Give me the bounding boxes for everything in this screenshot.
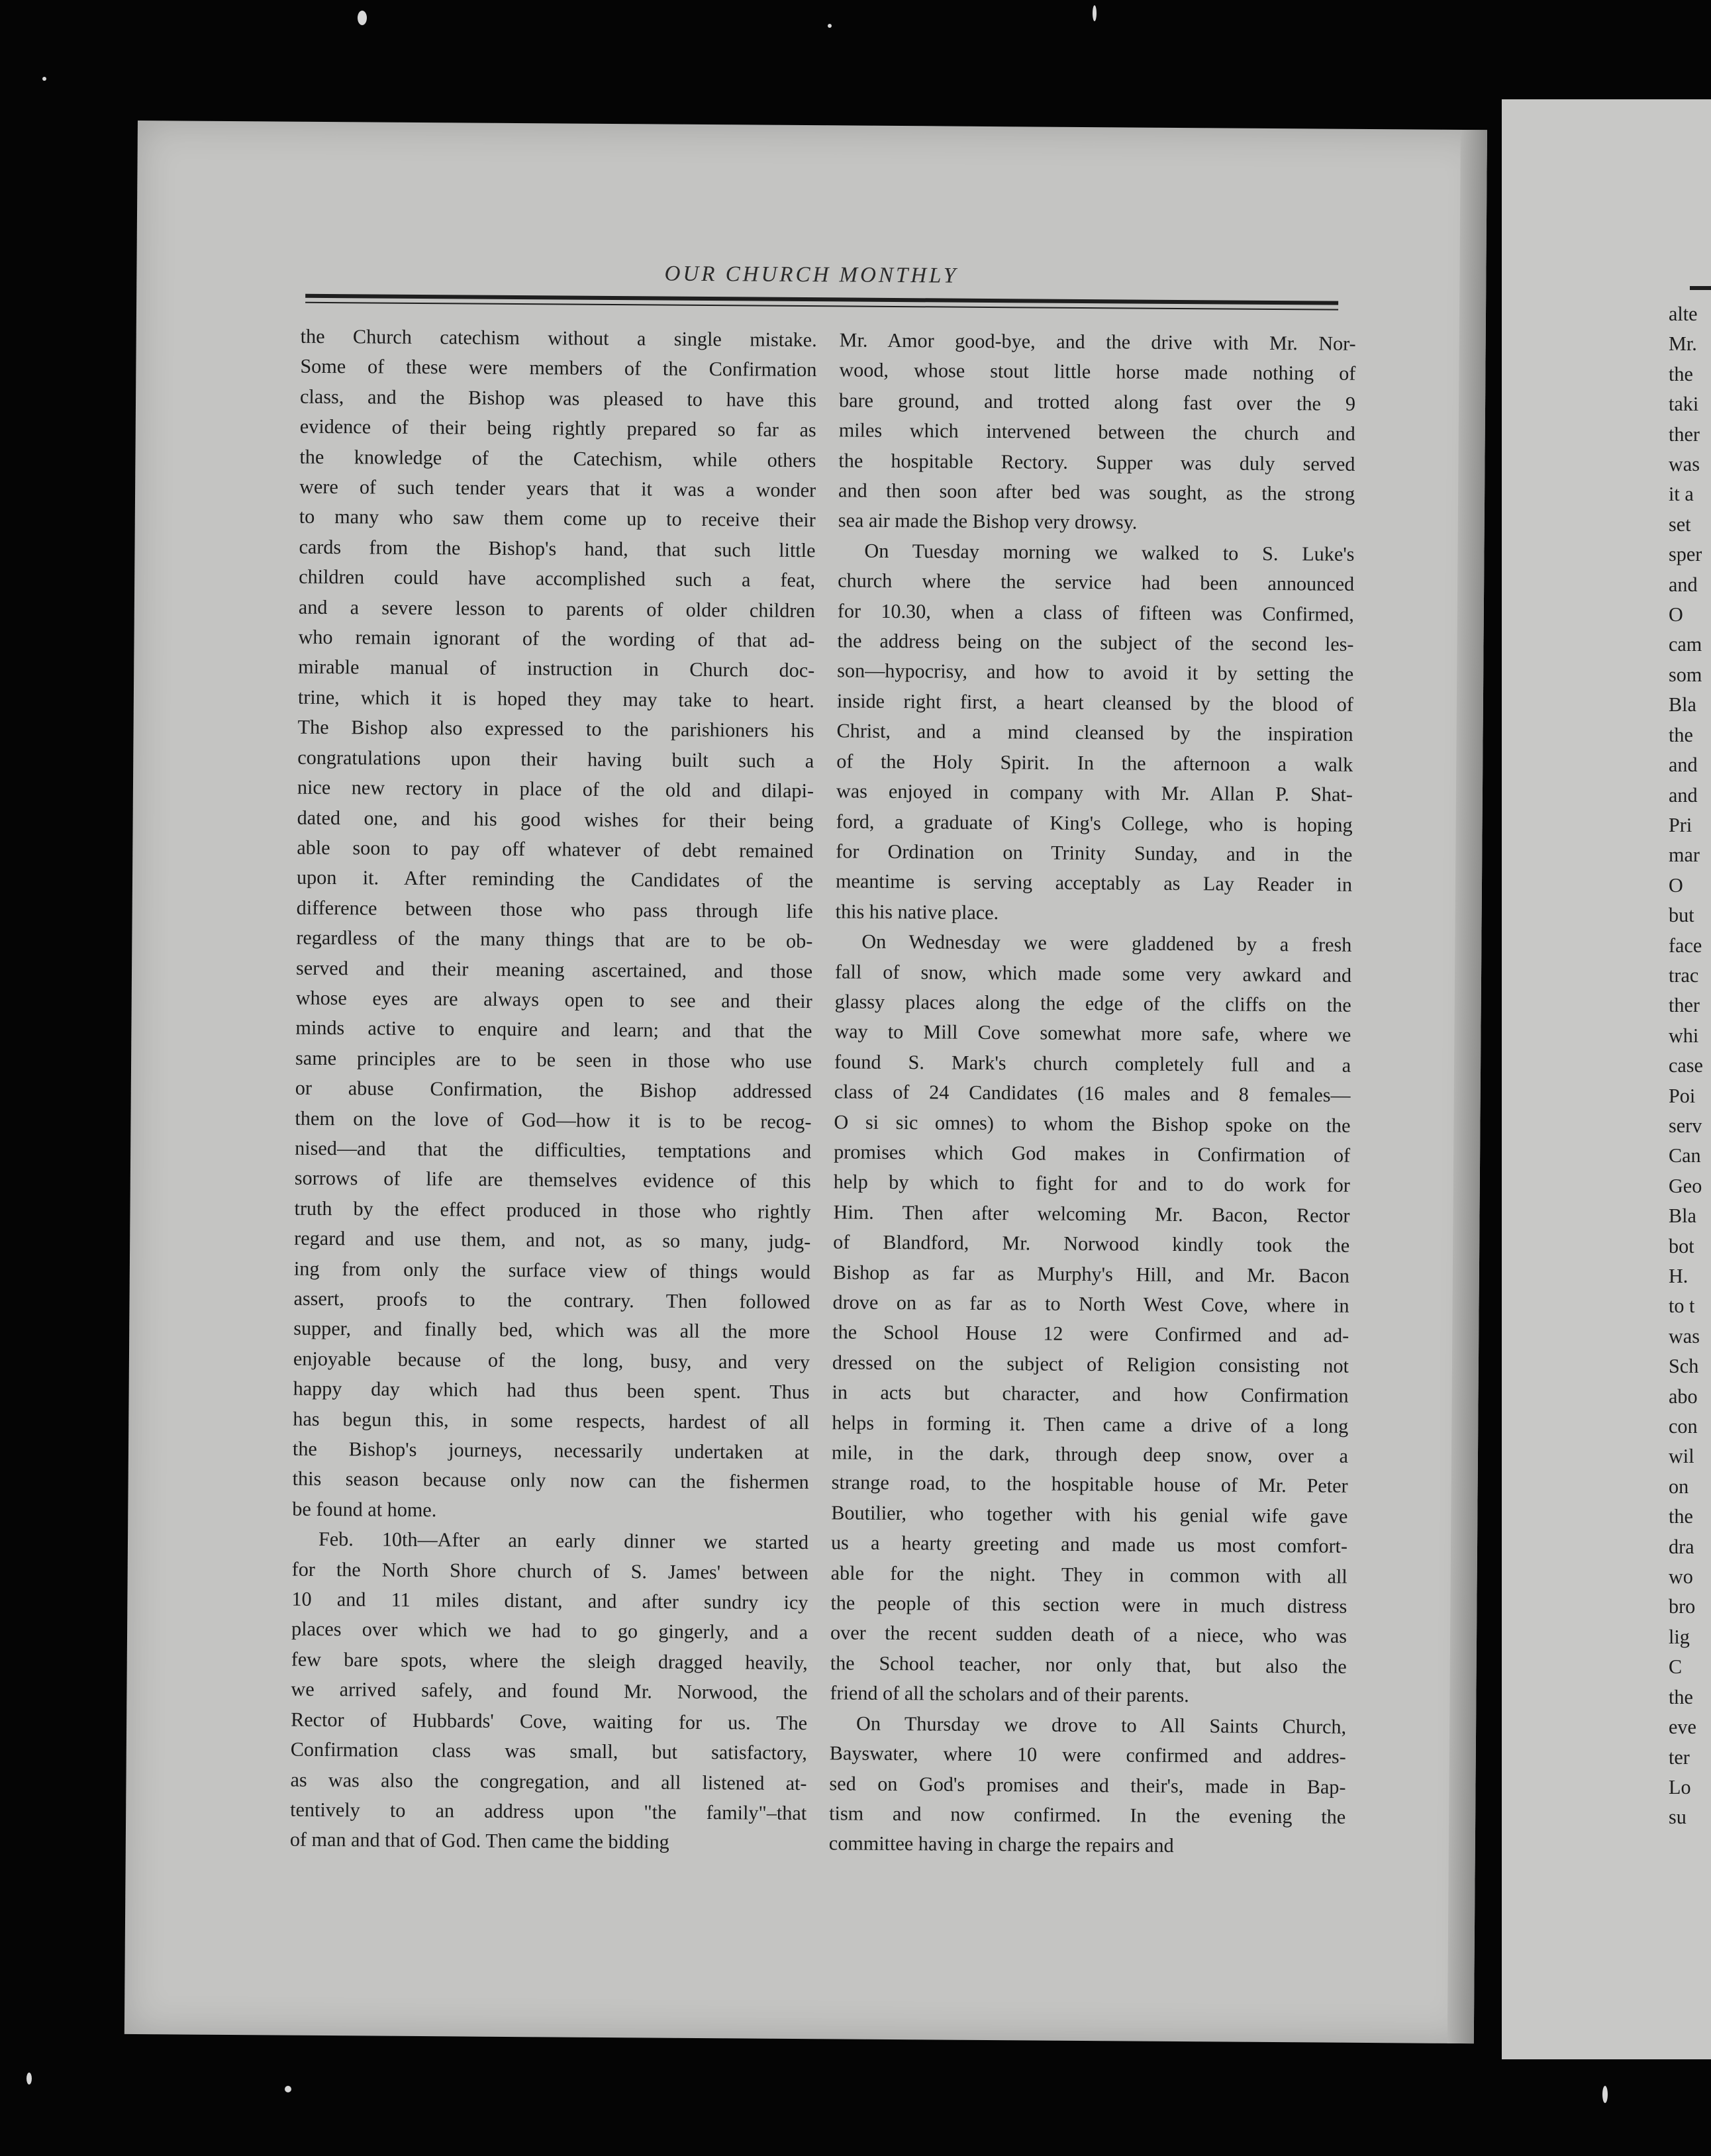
adjacent-page-line: Sch <box>1669 1355 1699 1378</box>
adjacent-page-line: was <box>1669 453 1700 476</box>
adjacent-page-line: lig <box>1669 1625 1690 1648</box>
magazine-page <box>124 121 1487 2043</box>
text-line: served and their meaning ascertained, and those <box>295 956 813 983</box>
text-line: same principles are to be seen in those who use <box>295 1046 812 1073</box>
text-line: nice new rectory in place of the old and dilapi- <box>297 775 814 803</box>
adjacent-page-line: ther <box>1669 994 1700 1017</box>
text-line: of the Holy Spirit. In the afternoon a walk <box>836 750 1353 776</box>
text-line: bare ground, and trotted along fast over the 9 <box>838 389 1356 415</box>
adjacent-page-line: case <box>1669 1054 1703 1077</box>
text-line: The Bishop also expressed to the parishioners his <box>297 715 814 742</box>
text-line: Boutilier, who together with his genial wife gave <box>831 1501 1348 1528</box>
adjacent-page-line: and <box>1669 754 1698 777</box>
text-line: enjoyable because of the long, busy, and very <box>293 1347 810 1373</box>
text-line: mile, in the dark, through deep snow, over a <box>831 1441 1349 1467</box>
text-line: mirable manual of instruction in Church doc- <box>298 656 815 682</box>
text-line: for Ordination on Trinity Sunday, and in the <box>836 840 1353 866</box>
adjacent-page-line: the <box>1669 362 1693 385</box>
text-line: for the North Shore church of S. James' between <box>291 1557 808 1584</box>
text-line: On Wednesday we were gladdened by a fresh <box>861 930 1352 956</box>
text-line: the School House 12 were Confirmed and ad- <box>832 1320 1349 1348</box>
adjacent-page-line: Geo <box>1669 1174 1702 1197</box>
text-line: miles which intervened between the church and <box>838 418 1355 446</box>
text-line: trine, which it is hoped they may take to heart. <box>297 685 815 712</box>
adjacent-page-line: O <box>1669 603 1683 626</box>
adjacent-page-line: on <box>1669 1475 1689 1498</box>
text-line: and a severe lesson to parents of older children <box>298 595 815 622</box>
adjacent-page-line: C <box>1669 1655 1683 1679</box>
text-line: few bare spots, where the sleigh dragged heavily, <box>291 1647 808 1674</box>
text-line: glassy places along the edge of the cliffs on the <box>834 990 1351 1016</box>
adjacent-page-line: Can <box>1669 1144 1701 1167</box>
text-line: to many who saw them come up to receive their <box>299 505 816 532</box>
text-line: happy day which had thus been spent. Thus <box>293 1377 810 1404</box>
adjacent-page-line: ter <box>1669 1745 1690 1769</box>
text-line: able for the night. They in common with all <box>830 1561 1347 1588</box>
text-line: able soon to pay off whatever of debt remained <box>297 836 814 863</box>
adjacent-page-line: wo <box>1669 1565 1693 1589</box>
adjacent-page-line: mar <box>1669 844 1700 867</box>
scan-speck <box>42 77 46 81</box>
adjacent-page-line: Poi <box>1669 1084 1696 1107</box>
text-line: sed on God's promises and their's, made in Bap- <box>829 1771 1346 1798</box>
scan-speck <box>285 2086 291 2092</box>
text-line: was enjoyed in company with Mr. Allan P. Shat- <box>836 779 1353 806</box>
text-line: upon it. After reminding the Candidates of the <box>296 866 814 893</box>
text-line: of man and that of God. Then came the bidding <box>289 1828 669 1853</box>
text-line: congratulations upon their having built such a <box>297 746 814 772</box>
text-line: who remain ignorant of the wording of that ad- <box>298 625 815 652</box>
adjacent-page-line: con <box>1669 1415 1698 1438</box>
text-line: inside right first, a heart cleansed by the blood of <box>836 689 1354 716</box>
adjacent-page-line: but <box>1669 904 1694 927</box>
text-line: us a hearty greeting and made us most comfort- <box>830 1531 1348 1558</box>
text-line: wood, whose stout little horse made nothing of <box>839 358 1356 385</box>
text-line: Bayswater, where 10 were confirmed and addres- <box>829 1741 1346 1768</box>
adjacent-page-line: Pri <box>1669 813 1692 836</box>
adjacent-page-line: ther <box>1669 422 1700 446</box>
text-line: Some of these were members of the Confirmation <box>300 355 817 381</box>
adjacent-page-line: it a <box>1669 483 1694 506</box>
adjacent-page-line: Lo <box>1669 1775 1691 1798</box>
text-line: Rector of Hubbards' Cove, waiting for us. The <box>291 1708 808 1734</box>
text-line: for 10.30, when a class of fifteen was Confirmed, <box>837 599 1354 626</box>
text-line: Christ, and a mind cleansed by the inspiration <box>836 719 1353 746</box>
text-line: the hospitable Rectory. Supper was duly served <box>838 449 1355 475</box>
text-line: promises which God makes in Confirmation of <box>834 1140 1351 1167</box>
text-line: minds active to enquire and learn; and that the <box>295 1016 812 1043</box>
text-line: were of such tender years that it was a wonder <box>299 475 816 502</box>
adjacent-page-line: H. <box>1669 1265 1688 1287</box>
adjacent-page-line: O <box>1669 873 1683 897</box>
adjacent-page-text <box>1669 299 1711 1833</box>
text-line: meantime is serving acceptably as Lay Reader in <box>835 869 1353 897</box>
running-title: OUR CHURCH MONTHLY <box>664 262 959 288</box>
adjacent-page-line: dra <box>1669 1535 1694 1558</box>
text-line: cards from the Bishop's hand, that such little <box>299 535 816 562</box>
adjacent-page-line: the <box>1669 1505 1693 1528</box>
adjacent-page-line: som <box>1669 663 1702 686</box>
text-line: the Bishop's journeys, necessarily undertaken at <box>292 1437 810 1464</box>
text-line: tentively to an address upon "the family"–that <box>290 1798 807 1825</box>
adjacent-page-line: was <box>1669 1324 1700 1348</box>
text-line: the School teacher, nor only that, but also the <box>830 1651 1347 1678</box>
text-line: of Blandford, Mr. Norwood kindly took the <box>833 1230 1350 1257</box>
adjacent-page-line: face <box>1669 934 1702 957</box>
text-line: On Thursday we drove to All Saints Church, <box>856 1712 1347 1738</box>
scan-speck <box>358 11 367 25</box>
adjacent-page-line: whi <box>1669 1024 1699 1047</box>
text-line: 10 and 11 miles distant, and after sundry icy <box>291 1587 808 1614</box>
text-line: son—hypocrisy, and how to avoid it by setting the <box>837 659 1354 686</box>
text-line: strange road, to the hospitable house of Mr. Peter <box>831 1471 1348 1498</box>
text-line: helps in forming it. Then came a drive of a long <box>832 1410 1349 1438</box>
adjacent-page-line: sper <box>1669 543 1702 566</box>
adjacent-page-line: the <box>1669 1685 1693 1708</box>
text-line: the address being on the subject of the second les- <box>837 629 1354 656</box>
text-line: them on the love of God—how it is to be recog- <box>295 1106 812 1133</box>
adjacent-page-line: trac <box>1669 963 1699 987</box>
text-line: sorrows of life are themselves evidence of this <box>294 1167 811 1193</box>
adjacent-page-line: to t <box>1669 1295 1695 1318</box>
text-line: Mr. Amor good-bye, and the drive with Mr. Nor- <box>839 328 1356 355</box>
text-line: class of 24 Candidates (16 males and 8 females— <box>834 1080 1351 1106</box>
text-line: the knowledge of the Catechism, while others <box>299 445 816 471</box>
adjacent-page-line: and <box>1669 573 1698 596</box>
text-line: On Tuesday morning we walked to S. Luke's <box>864 539 1355 565</box>
text-line: O si sic omnes) to whom the Bishop spoke on the <box>834 1110 1351 1137</box>
adjacent-page-line: bot <box>1669 1234 1694 1257</box>
scan-speck <box>1602 2086 1608 2103</box>
adjacent-page-line: Bla <box>1669 693 1696 716</box>
text-line: church where the service had been announced <box>838 569 1355 596</box>
text-line: Bishop as far as Murphy's Hill, and Mr. Bacon <box>832 1260 1349 1287</box>
text-line: Feb. 10th—After an early dinner we started <box>318 1528 809 1554</box>
text-line: in acts but character, and how Confirmation <box>832 1381 1349 1408</box>
text-line: truth by the effect produced in those who rightly <box>294 1197 811 1223</box>
text-line: dated one, and his good wishes for their being <box>297 806 814 832</box>
right-text-column <box>829 325 1356 1862</box>
scan-speck <box>26 2073 32 2084</box>
adjacent-page-line: set <box>1669 513 1691 536</box>
adjacent-page-line: alte <box>1669 303 1698 325</box>
text-line: ford, a graduate of King's College, who is hoping <box>836 809 1353 836</box>
text-line: as was also the congregation, and all listened at- <box>290 1768 807 1794</box>
adjacent-page-line: bro <box>1669 1595 1696 1618</box>
text-line: this his native place. <box>835 900 999 924</box>
text-line: whose eyes are always open to see and their <box>295 986 812 1013</box>
text-line: way to Mill Cove somewhat more safe, where we <box>834 1020 1351 1047</box>
page-edge-shadow <box>1447 130 1487 2043</box>
adjacent-page-line: wil <box>1669 1445 1694 1468</box>
text-line: evidence of their being rightly prepared so far as <box>299 415 816 442</box>
adjacent-page-line: eve <box>1669 1716 1696 1739</box>
text-line: or abuse Confirmation, the Bishop addressed <box>295 1076 812 1103</box>
text-line: difference between those who pass through life <box>296 896 813 922</box>
text-line: and then soon after bed was sought, as the strong <box>838 479 1355 505</box>
scan-speck <box>828 24 832 28</box>
text-line: the Church catechism without a single mistake. <box>300 324 817 352</box>
text-line: ing from only the surface view of things would <box>293 1257 811 1283</box>
adjacent-page-line: serv <box>1669 1114 1702 1137</box>
text-line: regard and use them, and not, as so many, judg- <box>294 1226 811 1253</box>
text-line: fall of snow, which made some very awkard and <box>834 959 1352 987</box>
text-line: regardless of the many things that are to be ob- <box>296 926 813 953</box>
adjacent-page-line: taki <box>1669 393 1699 416</box>
adjacent-page-rule <box>1690 286 1711 290</box>
adjacent-page-line: Mr. <box>1669 332 1697 356</box>
text-line: supper, and finally bed, which was all the more <box>293 1317 810 1344</box>
text-line: the people of this section were in much distress <box>830 1591 1347 1618</box>
left-text-column <box>290 322 817 1859</box>
adjacent-page-line: abo <box>1669 1385 1698 1408</box>
text-line: we arrived safely, and found Mr. Norwood, the <box>291 1677 808 1704</box>
adjacent-page-line: Bla <box>1669 1204 1696 1228</box>
text-line: class, and the Bishop was pleased to have this <box>299 385 817 411</box>
text-line: assert, proofs to the contrary. Then followed <box>293 1287 810 1314</box>
text-line: sea air made the Bishop very drowsy. <box>838 509 1138 534</box>
text-line: be found at home. <box>292 1497 437 1522</box>
text-line: committee having in charge the repairs and <box>828 1832 1174 1857</box>
adjacent-page-line: and <box>1669 783 1698 807</box>
text-line: Him. Then after welcoming Mr. Bacon, Rector <box>833 1200 1350 1227</box>
adjacent-page-line: the <box>1669 723 1693 746</box>
text-line: has begun this, in some respects, hardest of all <box>293 1407 810 1434</box>
text-line: this season because only now can the fishermen <box>292 1467 809 1494</box>
text-line: help by which to fight for and to do work for <box>833 1170 1350 1197</box>
text-line: nised—and that the difficulties, temptations and <box>295 1136 812 1163</box>
text-line: dressed on the subject of Religion consisting not <box>832 1351 1349 1377</box>
text-line: children could have accomplished such a feat, <box>299 565 816 592</box>
text-line: places over which we had to go gingerly, and a <box>291 1618 808 1644</box>
text-line: drove on as far as to North West Cove, where in <box>832 1291 1349 1317</box>
text-line: friend of all the scholars and of their parents. <box>830 1681 1189 1707</box>
text-line: tism and now confirmed. In the evening the <box>829 1802 1346 1828</box>
text-line: over the recent sudden death of a niece, who was <box>830 1621 1347 1648</box>
text-line: found S. Mark's church completely full and a <box>834 1050 1351 1077</box>
adjacent-page-line: su <box>1669 1806 1687 1829</box>
text-line: Confirmation class was small, but satisfactory, <box>290 1738 807 1765</box>
adjacent-page-line: cam <box>1669 633 1702 656</box>
scan-speck <box>1093 5 1097 21</box>
